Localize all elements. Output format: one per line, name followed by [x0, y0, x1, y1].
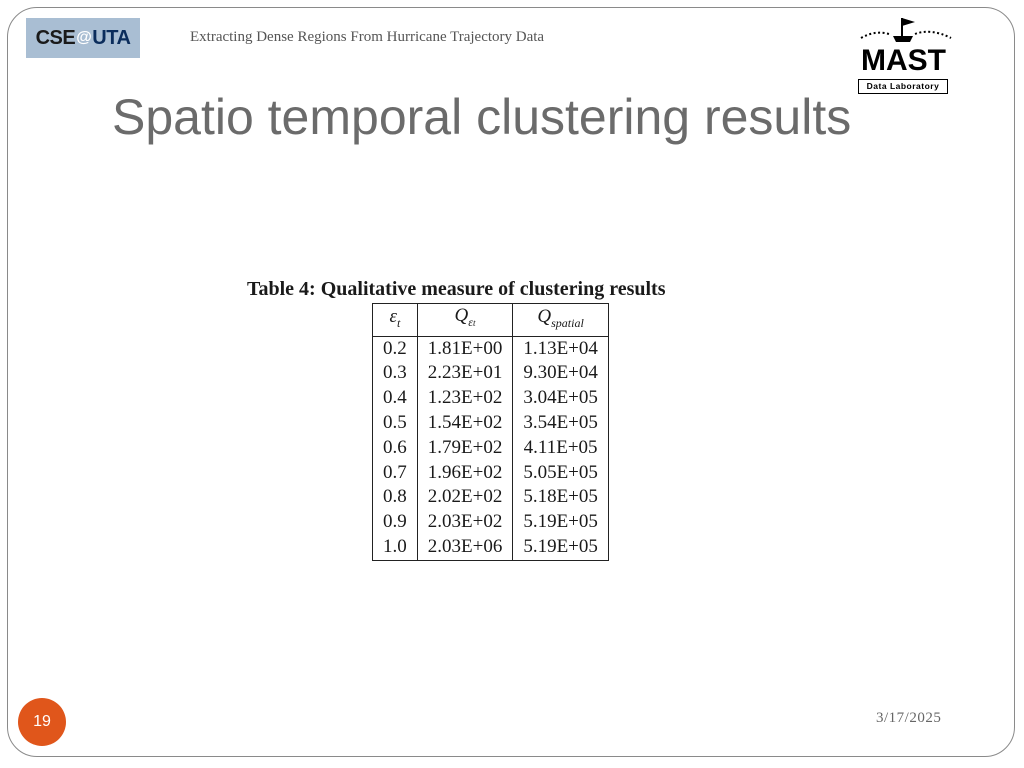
- table-cell: 9.30E+04: [513, 361, 609, 386]
- table-cell: 0.7: [373, 461, 418, 486]
- table-row: [373, 535, 609, 560]
- logo-uta-text: UTA: [92, 26, 131, 49]
- table-cell: 1.23E+02: [417, 386, 513, 411]
- cse-uta-logo: [26, 18, 140, 58]
- table-cell: 0.3: [373, 361, 418, 386]
- table-cell: 0.2: [373, 336, 418, 361]
- header-subscript: spatial: [551, 315, 584, 330]
- table-row: [373, 485, 609, 510]
- table-cell: 1.0: [373, 535, 418, 560]
- table-cell: 2.03E+02: [417, 510, 513, 535]
- table-caption: Table 4: Qualitative measure of clustering results: [247, 278, 666, 300]
- slide-date: 3/17/2025: [876, 710, 942, 726]
- table-cell: 3.04E+05: [513, 386, 609, 411]
- table-cell: 0.6: [373, 436, 418, 461]
- table-cell: 0.4: [373, 386, 418, 411]
- table-cell: 1.96E+02: [417, 461, 513, 486]
- table-row: [373, 361, 609, 386]
- table-cell: 3.54E+05: [513, 411, 609, 436]
- table-cell: 0.5: [373, 411, 418, 436]
- table-cell: 1.54E+02: [417, 411, 513, 436]
- slide-title: Spatio temporal clustering results: [112, 89, 852, 145]
- table-row: [373, 461, 609, 486]
- page-number-badge: 19: [18, 698, 66, 746]
- header-symbol: Q: [537, 305, 552, 327]
- table-cell: 2.02E+02: [417, 485, 513, 510]
- table-header-row: [373, 304, 609, 337]
- clustering-results-table: [372, 303, 609, 561]
- header-symbol: ε: [389, 305, 397, 327]
- table-row: [373, 436, 609, 461]
- table-cell: 5.05E+05: [513, 461, 609, 486]
- table-cell: 0.8: [373, 485, 418, 510]
- table-row: [373, 510, 609, 535]
- table-cell: 5.19E+05: [513, 535, 609, 560]
- table-cell: 5.18E+05: [513, 485, 609, 510]
- presentation-subtitle: Extracting Dense Regions From Hurricane Trajectory Data: [190, 29, 545, 45]
- logo-at-text: @: [76, 29, 92, 46]
- table-cell: 1.81E+00: [417, 336, 513, 361]
- table-header-cell: [373, 304, 418, 337]
- table-body: [373, 336, 609, 560]
- table-cell: 2.23E+01: [417, 361, 513, 386]
- table-header-cell: [513, 304, 609, 337]
- header-symbol: Q: [454, 305, 469, 326]
- logo-cse-text: CSE: [35, 26, 76, 49]
- table-cell: 5.19E+05: [513, 510, 609, 535]
- table-cell: 1.13E+04: [513, 336, 609, 361]
- table-header-cell: [417, 304, 513, 337]
- table-cell: 4.11E+05: [513, 436, 609, 461]
- header-subscript: ε: [468, 314, 474, 329]
- table-row: [373, 411, 609, 436]
- table-cell: 1.79E+02: [417, 436, 513, 461]
- table-cell: 2.03E+06: [417, 535, 513, 560]
- table-row: [373, 386, 609, 411]
- mast-logo: [855, 14, 955, 96]
- table-row: [373, 336, 609, 361]
- flag-ship-icon: [855, 14, 955, 48]
- mast-logo-word: MAST: [861, 44, 946, 77]
- header-sub-subscript: t: [473, 317, 476, 328]
- table-cell: 0.9: [373, 510, 418, 535]
- mast-logo-subtitle: Data Laboratory: [858, 79, 948, 94]
- header-subscript: t: [396, 315, 401, 330]
